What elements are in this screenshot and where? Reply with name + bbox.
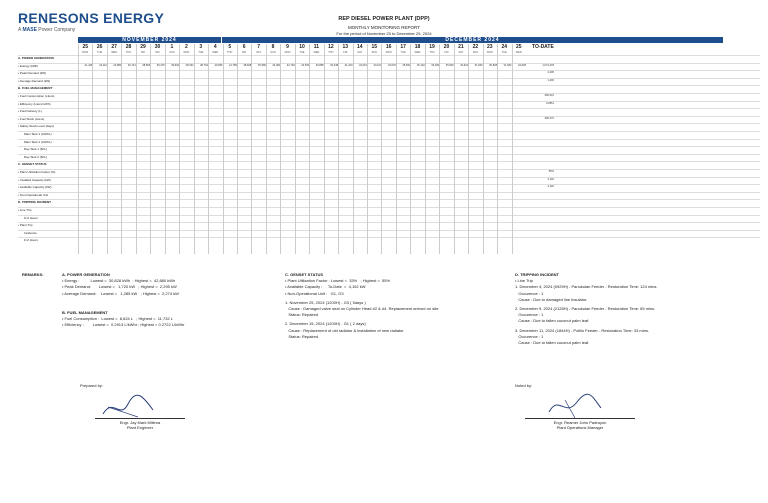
column-divider — [266, 44, 267, 254]
remark-line: • Fuel Consumption : Lowest = 8,624 L ; Highest = 11,732 L — [62, 316, 174, 322]
remark-line: 2. December 15, 2024 (1200H) - G1 ( 2 days) — [285, 321, 366, 327]
day-number: 17 — [400, 44, 406, 50]
month-bar-december: DECEMBER 2024 — [222, 37, 723, 43]
day-weekday: FRI — [242, 51, 247, 54]
energy-cell: 32,010 — [359, 63, 367, 67]
day-weekday: MON — [284, 51, 291, 54]
todate-cell: 0.2861 — [546, 101, 554, 105]
prepared-by-label: Prepared by: — [80, 383, 103, 388]
noted-by-label: Noted by: — [515, 383, 533, 388]
day-number: 28 — [125, 44, 132, 50]
column-divider — [353, 44, 354, 254]
remark-line: Status: Repaired — [285, 312, 319, 318]
report-subtitle: MONTHLY MONITORING REPORT — [348, 25, 420, 30]
column-divider — [295, 44, 296, 254]
row-label: • Installed Capacity (kW) — [18, 177, 51, 182]
day-number: 12 — [328, 44, 334, 50]
day-number: 30 — [154, 44, 161, 50]
todate-cell: 1,073,478 — [542, 63, 554, 67]
row-label: • Plant Trip — [18, 223, 33, 228]
monitoring-table — [18, 44, 760, 258]
prepared-signature-block — [95, 412, 185, 430]
column-divider — [280, 44, 281, 254]
day-number: 25 — [82, 44, 88, 50]
row-label: • Energy (kWh) — [18, 63, 39, 68]
row-label: • Fuel Stock (Liters) — [18, 116, 45, 121]
day-column — [179, 44, 193, 254]
energy-cell: 31,220 — [344, 63, 353, 67]
day-column — [121, 44, 135, 254]
day-weekday: FRI — [343, 51, 348, 54]
column-divider — [136, 44, 137, 254]
day-weekday: SAT — [458, 51, 464, 54]
day-column — [78, 44, 92, 254]
report-header — [0, 16, 768, 36]
todate-header: TO-DATE — [532, 44, 554, 50]
energy-cell: 40,712 — [127, 63, 136, 67]
row-label: • Fuel Consumption (Liters) — [18, 94, 55, 98]
row-label: B. FUEL MANAGEMENT — [18, 86, 53, 91]
prepared-title: Plant Engineer — [126, 425, 154, 430]
row-label: # of Hours — [24, 215, 38, 220]
day-weekday: THU — [125, 51, 132, 54]
energy-cell: 30,648 — [330, 63, 339, 67]
remarks-genset-status — [285, 272, 495, 340]
day-column — [150, 44, 164, 254]
remark-line: 1. December 4, 2024 (0929H) - Panukulan Feeder - Restoration Time: 124 mins. — [515, 284, 658, 290]
day-weekday: TUE — [299, 51, 305, 54]
remark-line: Occurence : 1 — [515, 312, 544, 318]
day-weekday: SUN — [169, 51, 175, 54]
row-label: • Fuel Delivery (L) — [18, 109, 42, 114]
column-divider — [338, 44, 339, 254]
column-divider — [208, 44, 209, 254]
todate-cell: 55% — [548, 170, 554, 173]
day-number: 11 — [313, 44, 320, 50]
column-divider — [367, 44, 368, 254]
brand-name: RENESONS ENERGY — [18, 10, 165, 26]
day-number: 27 — [111, 44, 117, 50]
remark-line: • Energy : Lowest = 30,828 kWh ; Highest = 42,880 kWh — [62, 278, 176, 284]
column-divider — [223, 44, 224, 254]
todate-cell: 306,631 — [544, 94, 554, 97]
day-number: 16 — [385, 44, 392, 50]
remarks-label: REMARKS: — [22, 272, 44, 277]
todate-cell: 4,192 — [547, 177, 554, 181]
day-weekday: TUE — [400, 51, 406, 54]
column-divider — [121, 44, 122, 254]
energy-cell: 31,652 — [503, 63, 512, 67]
remark-line: Occurence : 1 — [515, 290, 544, 296]
day-column — [309, 44, 323, 254]
day-weekday: THU — [328, 51, 334, 54]
day-column — [497, 44, 511, 254]
day-number: 4 — [213, 44, 217, 50]
day-column — [107, 44, 121, 254]
day-number: 1 — [170, 44, 174, 50]
day-weekday: TUE — [501, 51, 507, 54]
energy-cell: 34,480 — [272, 63, 281, 67]
day-column — [396, 44, 410, 254]
row-label: Day Tank 2 (6KL) — [24, 154, 48, 159]
day-column — [439, 44, 453, 254]
day-column — [295, 44, 309, 254]
day-number: 6 — [242, 44, 246, 50]
energy-cell: 38,332 — [185, 63, 194, 67]
day-column — [237, 44, 251, 254]
day-number: 25 — [515, 44, 522, 50]
todate-cell: 2,295 — [547, 71, 554, 75]
day-weekday: SAT — [256, 51, 261, 54]
row-label: • Safety Stock Level (days) — [18, 124, 54, 129]
day-weekday: THU — [429, 51, 435, 54]
day-column — [92, 44, 106, 254]
row-label: • Non-Operational Unit — [18, 192, 49, 197]
energy-cell: 32,794 — [286, 63, 295, 67]
column-divider — [483, 44, 484, 254]
remark-line: • Non-Operational Unit : G1, G3 — [285, 290, 344, 296]
energy-cell: 34,628 — [518, 63, 526, 67]
day-number: 20 — [443, 44, 450, 50]
energy-cell: 35,830 — [402, 63, 411, 67]
prepared-name: Engr. Jay Mark Millena — [95, 418, 185, 425]
energy-cell: 32,530 — [301, 63, 310, 67]
column-divider — [512, 44, 513, 254]
day-weekday: TUE — [97, 51, 103, 54]
day-weekday: SUN — [472, 51, 478, 54]
day-weekday: SAT — [357, 51, 363, 54]
day-number: 19 — [429, 44, 435, 50]
day-weekday: MON — [385, 51, 392, 54]
remark-line: Cause : Due to fallen coconut palm leaf. — [515, 340, 590, 346]
report-title: REP DIESEL POWER PLANT (DPP) — [338, 16, 430, 22]
noted-name: Engr. Reamer John Padrayon — [525, 418, 635, 425]
day-number: 10 — [299, 44, 305, 50]
energy-cell: 36,120 — [416, 63, 425, 67]
row-label: Day Tank 1 (6KL) — [24, 147, 48, 152]
day-weekday: MON — [82, 51, 89, 54]
day-number: 13 — [342, 44, 349, 50]
column-divider — [251, 44, 252, 254]
column-divider — [237, 44, 238, 254]
day-weekday: WED — [212, 51, 219, 54]
column-divider — [396, 44, 397, 254]
column-divider — [468, 44, 469, 254]
remark-line: • Available Capacity : To-Date = 4,192 kW — [285, 284, 366, 290]
row-label: • Plant Utilization Factor (%) — [18, 170, 56, 174]
day-column — [353, 44, 367, 254]
energy-cell: 38,864 — [142, 63, 151, 67]
column-divider — [107, 44, 108, 254]
day-number: 21 — [458, 44, 464, 50]
energy-cell: 35,476 — [156, 63, 165, 67]
remark-line: • Line Trip — [515, 278, 533, 284]
energy-cell: 39,594 — [171, 63, 180, 67]
remark-line: Cause : Due to fallen coconut palm leaf. — [515, 318, 590, 324]
column-divider — [439, 44, 440, 254]
remark-line: 1. November 25, 2024 (1200H) - G3 ( 5days ) — [285, 299, 366, 305]
remarks-c-title: C. GENSET STATUS — [285, 272, 324, 277]
remark-line: • Average Demand: Lowest = 1,285 kW ; Highest = 2,274 kW — [62, 290, 179, 296]
remark-line: • Peak Demand: Lowest = 1,720 kW ; Highest = 2,295 kW — [62, 284, 177, 290]
energy-cell: 38,762 — [200, 63, 209, 67]
noted-signature-block — [525, 412, 635, 430]
day-column — [324, 44, 338, 254]
day-column — [410, 44, 424, 254]
column-divider — [410, 44, 411, 254]
energy-cell: 33,100 — [373, 63, 382, 67]
day-number: 18 — [414, 44, 421, 50]
report-period: For the period of November 25 to December 25, 2024 — [336, 31, 432, 36]
day-column — [136, 44, 150, 254]
row-label: • Efficiency (Liters/ kWh) — [18, 101, 51, 106]
row-label: A. POWER GENERATION — [18, 56, 54, 60]
energy-cell: 33,610 — [460, 63, 469, 67]
day-column — [266, 44, 280, 254]
day-number: 2 — [184, 44, 188, 50]
column-divider — [150, 44, 151, 254]
row-label: Main Tank 2 (100KL) — [24, 139, 52, 144]
remarks-power-generation — [62, 272, 252, 297]
column-divider — [324, 44, 325, 254]
energy-cell: 40,656 — [214, 63, 223, 67]
remark-line: • Efficiency : Lowest = 0.2913 L/kWhr ; Highest = 0.2722 L/kWhr — [62, 322, 185, 328]
day-column — [512, 44, 526, 254]
day-weekday: WED — [515, 51, 522, 54]
row-label: • Peak Demand (kW) — [18, 71, 47, 76]
energy-cell: 34,576 — [387, 63, 396, 67]
energy-cell: 41,789 — [229, 63, 237, 67]
remark-line: Cause : Replacement of old radiator & installation of new radiator — [285, 327, 404, 333]
column-divider — [309, 44, 310, 254]
remarks-tripping-incident — [515, 272, 755, 346]
row-label: Main Tank 1 (100KL) — [24, 132, 52, 136]
noted-title: Plant Operations Manager — [556, 425, 604, 430]
remark-line: Cause : Due to damaged line insulator. — [515, 296, 588, 302]
remark-line: 2. December 9, 2024 (2128H) - Panukulan Feeder - Restoration Time: 65 mins. — [515, 306, 656, 312]
remarks-a-title: A. POWER GENERATION — [62, 272, 110, 277]
day-number: 29 — [140, 44, 146, 50]
column-divider — [425, 44, 426, 254]
remark-line: Cause : Damaged valve seal on Cylinder Head #2 & #4. Replacement arrived on site — [285, 306, 439, 312]
day-number: 26 — [96, 44, 103, 50]
energy-cell: 42,880 — [113, 63, 122, 67]
day-column — [251, 44, 265, 254]
day-weekday: MON — [486, 51, 493, 54]
day-number: 24 — [501, 44, 508, 50]
day-column — [483, 44, 497, 254]
day-weekday: MON — [183, 51, 190, 54]
energy-cell: 30,828 — [489, 63, 498, 67]
row-label: Incidence — [24, 230, 37, 235]
day-number: 7 — [257, 44, 260, 50]
todate-cell: 4,192 — [547, 185, 554, 189]
row-label: C. GENSET STATUS — [18, 162, 47, 167]
day-column — [194, 44, 208, 254]
column-divider — [381, 44, 382, 254]
column-divider — [179, 44, 180, 254]
energy-cell: 41,448 — [84, 63, 93, 67]
day-column — [280, 44, 294, 254]
day-column — [223, 44, 237, 254]
energy-cell: 31,840 — [474, 63, 483, 67]
remark-line: 3. December 11, 2024 (1844H) - Polillo Feeder - Restoration Time: 33 mins. — [515, 327, 649, 333]
day-number: 5 — [228, 44, 232, 50]
day-column — [165, 44, 179, 254]
row-label: • Line Trip — [18, 208, 32, 212]
column-divider — [92, 44, 93, 254]
remarks-b-title: B. FUEL MANAGEMENT — [62, 310, 108, 315]
row-label: • Available Capacity (kW) — [18, 185, 52, 190]
day-column — [338, 44, 352, 254]
day-weekday: THU — [227, 51, 233, 54]
remarks-d-title: D. TRIPPING INCIDENT — [515, 272, 560, 277]
day-number: 22 — [472, 44, 479, 50]
day-column — [468, 44, 482, 254]
day-number: 15 — [371, 44, 377, 50]
column-divider — [165, 44, 166, 254]
day-number: 23 — [487, 44, 493, 50]
day-number: 8 — [271, 44, 275, 50]
day-column — [367, 44, 381, 254]
day-weekday: FRI — [444, 51, 449, 54]
energy-cell: 42,112 — [99, 63, 107, 67]
todate-cell: 396,270 — [544, 116, 554, 120]
energy-cell: 35,906 — [445, 63, 454, 67]
day-column — [425, 44, 439, 254]
day-number: 3 — [199, 44, 203, 50]
day-column — [381, 44, 395, 254]
todate-cell: 1,400 — [547, 78, 554, 82]
day-weekday: SAT — [155, 51, 160, 54]
day-weekday: WED — [313, 51, 320, 54]
day-number: 14 — [356, 44, 363, 50]
column-divider — [497, 44, 498, 254]
energy-cell: 30,858 — [315, 63, 324, 67]
day-weekday: WED — [414, 51, 421, 54]
day-weekday: SUN — [270, 51, 276, 54]
energy-cell: 36,480 — [431, 63, 440, 67]
row-label: D. TRIPPING INCIDENT — [18, 200, 52, 205]
day-column — [454, 44, 468, 254]
day-weekday: SUN — [371, 51, 377, 54]
column-divider — [454, 44, 455, 254]
column-divider — [194, 44, 195, 254]
day-number: 9 — [286, 44, 289, 50]
remarks-fuel-management — [62, 310, 252, 329]
energy-cell: 35,980 — [257, 63, 266, 67]
day-column — [208, 44, 222, 254]
row-label: • Average Demand (kW) — [18, 78, 51, 83]
day-weekday: WED — [111, 51, 118, 54]
remark-line: Status: Repaired — [285, 333, 319, 339]
day-weekday: FRI — [141, 51, 146, 54]
remark-line: • Plant Utilization Factor : Lowest = 33% ; Highest = 55% — [285, 278, 391, 284]
month-bar-november: NOVEMBER 2024 — [78, 37, 221, 43]
column-divider — [78, 44, 79, 254]
brand-tagline: A MASE Power Company — [18, 27, 76, 33]
remark-line: Occurence : 1 — [515, 333, 544, 339]
row-label: # of Hours — [24, 238, 38, 243]
energy-cell: 38,828 — [243, 63, 252, 67]
day-weekday: TUE — [198, 51, 204, 54]
